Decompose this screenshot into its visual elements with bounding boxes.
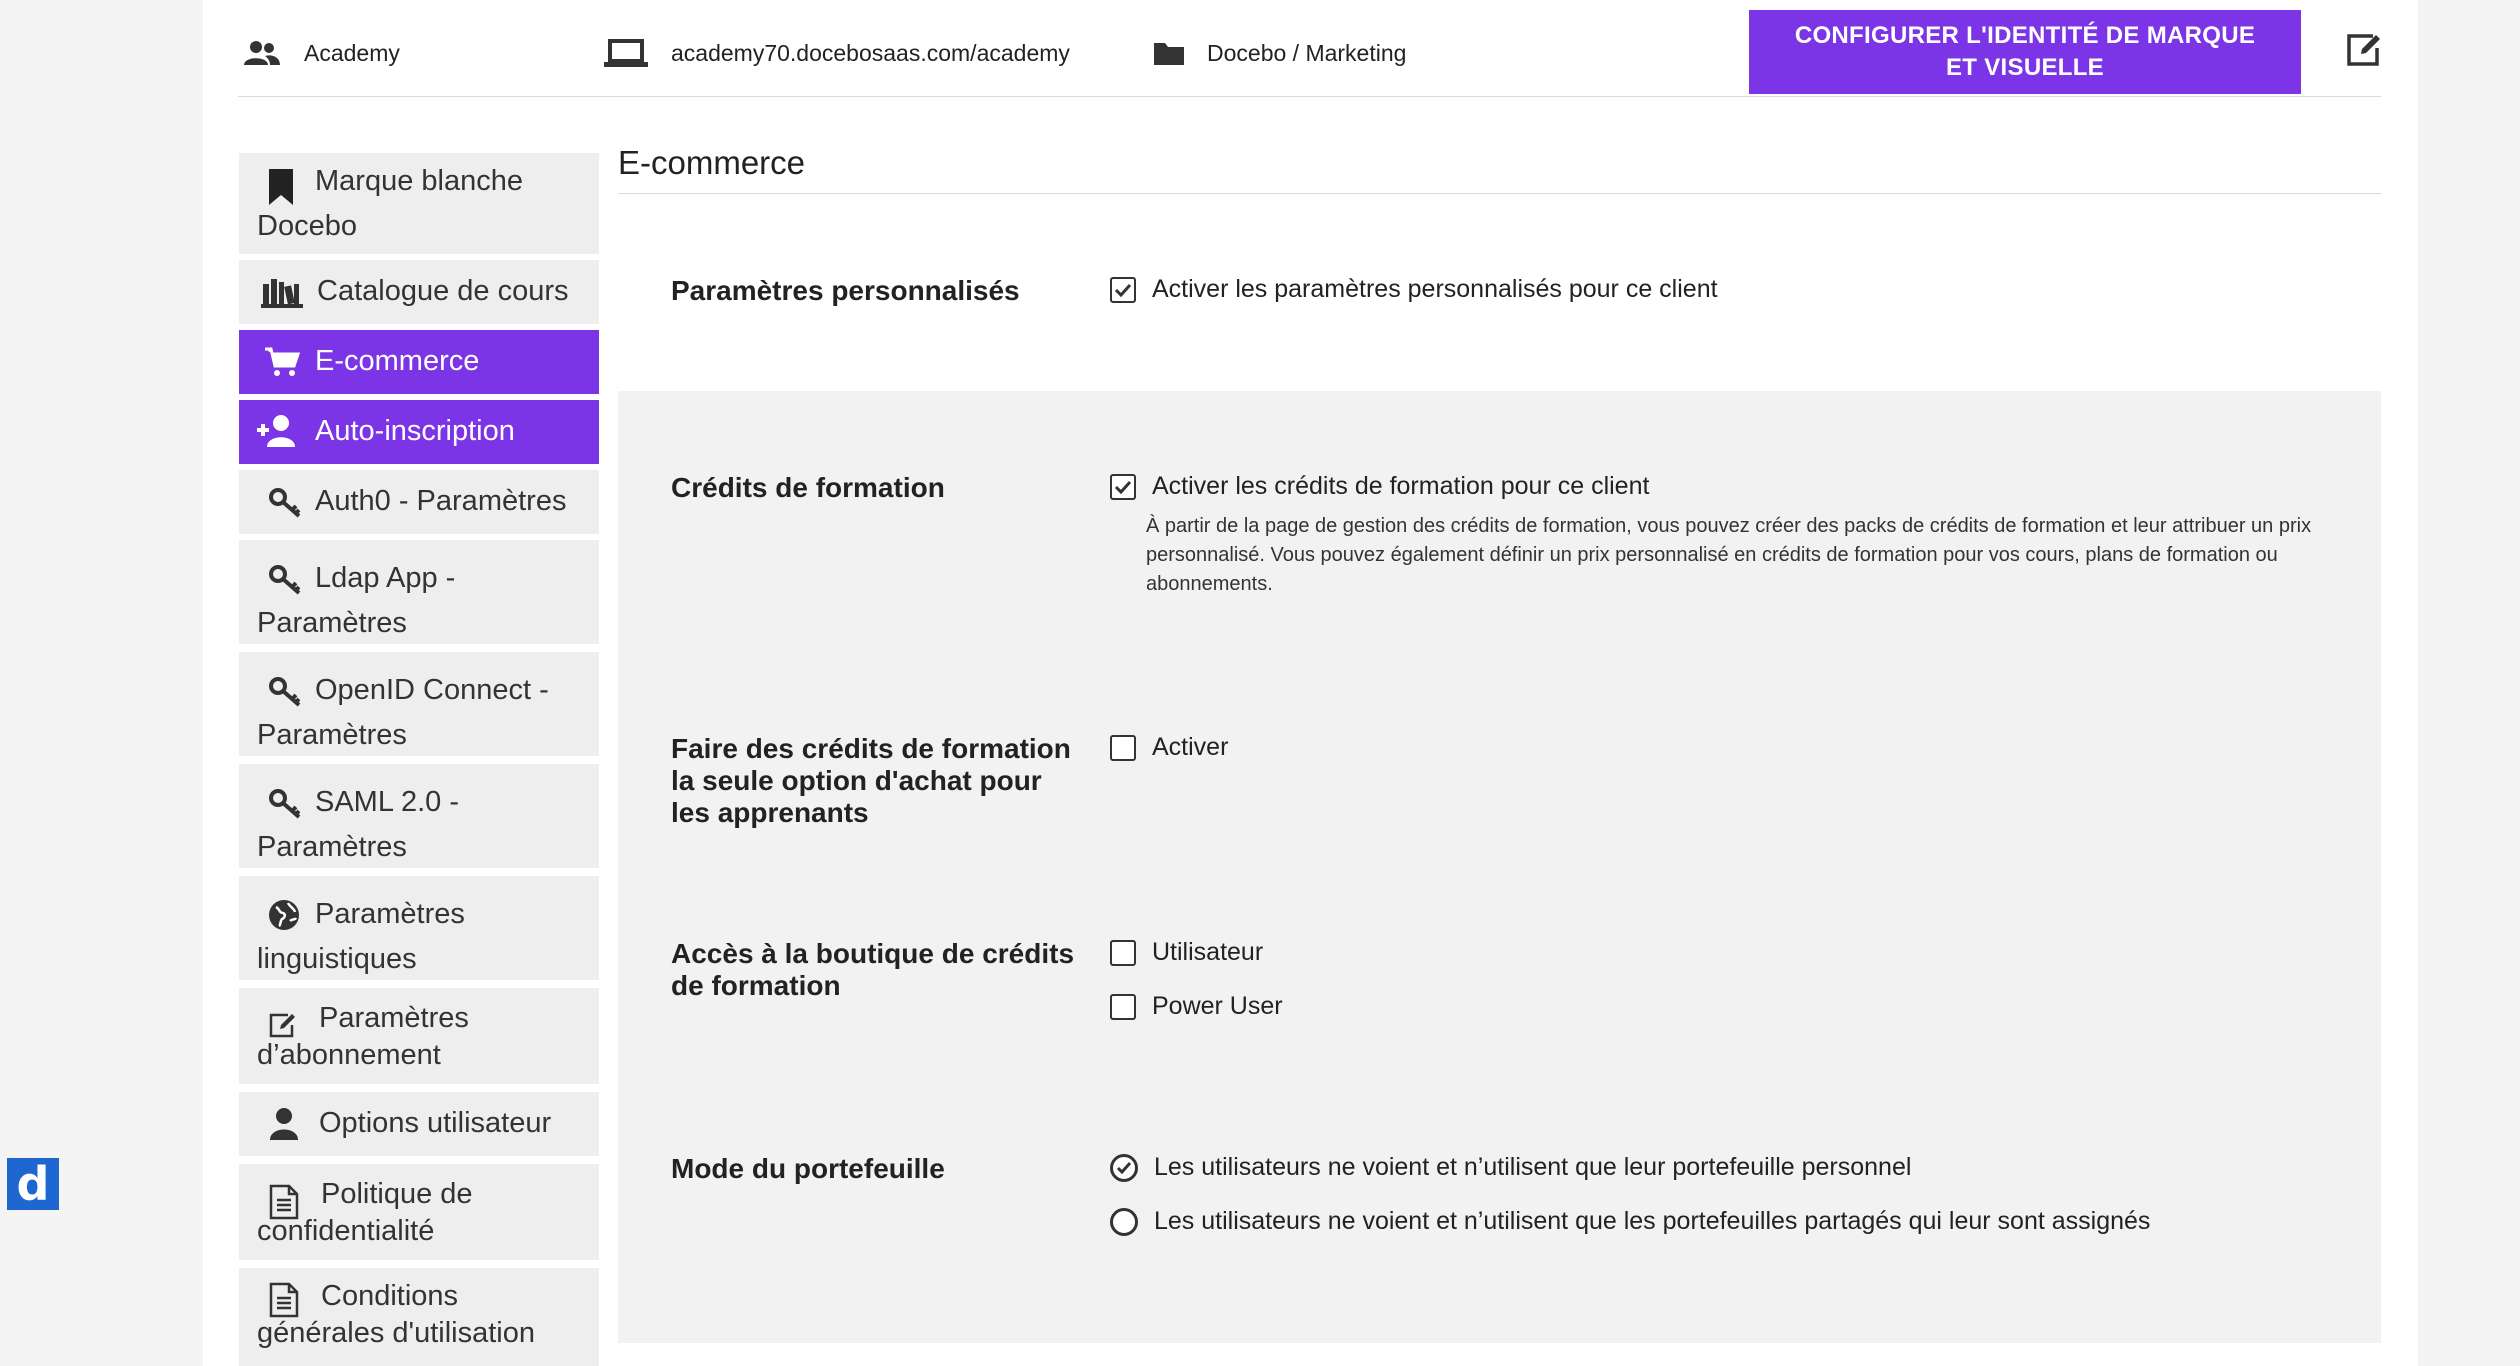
checkbox-checked[interactable] bbox=[1110, 277, 1136, 303]
sidebar-item-label: Politique de confidentialité bbox=[257, 1178, 473, 1247]
sidebar-item-openid[interactable] bbox=[239, 652, 599, 756]
training-credits-description: À partir de la page de gestion des crédits de formation, vous pouvez créer des packs de crédits de formation et leur attribuer un prix personnalisé. Vous pouvez également définir un prix personnalisé en crédits de formation pour vos cours, plans de formation ou abonnements. bbox=[1146, 515, 2312, 595]
sidebar-item-self-registration[interactable] bbox=[239, 400, 599, 464]
page-title: E-commerce bbox=[618, 144, 806, 181]
radio-unselected[interactable] bbox=[1110, 1208, 1138, 1236]
training-credits-checkbox[interactable] bbox=[1110, 472, 1649, 501]
account-name: Academy bbox=[304, 39, 400, 66]
wallet-mode-personal-radio[interactable] bbox=[1110, 1153, 1911, 1182]
custom-settings-label: Paramètres personnalisés bbox=[671, 275, 1020, 306]
sidebar-item-language[interactable] bbox=[239, 876, 599, 980]
sidebar-item-auth0[interactable] bbox=[239, 470, 599, 534]
edit-icon bbox=[2343, 30, 2383, 70]
sidebar-item-label: Ldap App - Paramètres bbox=[257, 562, 456, 639]
custom-settings-checkbox[interactable] bbox=[1110, 275, 1718, 304]
platform-url: academy70.docebosaas.com/academy bbox=[671, 39, 1070, 66]
sidebar-item-label: Catalogue de cours bbox=[317, 275, 569, 307]
shop-access-label: Accès à la boutique de crédits de formation bbox=[671, 938, 1075, 1001]
account-info bbox=[242, 10, 400, 96]
radio-selected[interactable] bbox=[1110, 1154, 1138, 1182]
sidebar-item-label: OpenID Connect - Paramètres bbox=[257, 674, 549, 751]
checkbox-unchecked[interactable] bbox=[1110, 735, 1136, 761]
wallet-mode-label: Mode du portefeuille bbox=[671, 1153, 945, 1184]
title-divider bbox=[618, 193, 2381, 194]
url-info bbox=[603, 10, 1070, 96]
sidebar-item-label: Conditions générales d'utilisation bbox=[257, 1280, 535, 1349]
sidebar-item-privacy[interactable] bbox=[239, 1164, 599, 1260]
sidebar-item-label: Options utilisateur bbox=[319, 1107, 552, 1139]
sidebar-item-terms[interactable] bbox=[239, 1268, 599, 1366]
sidebar-item-user-options[interactable] bbox=[239, 1092, 599, 1156]
only-option-checkbox[interactable] bbox=[1110, 733, 1228, 762]
folder-info bbox=[1153, 10, 1406, 96]
laptop-icon bbox=[603, 38, 649, 68]
checkbox-unchecked[interactable] bbox=[1110, 994, 1136, 1020]
check-icon bbox=[1117, 1162, 1131, 1174]
docebo-logo: d bbox=[7, 1158, 59, 1210]
checkbox-label: Activer bbox=[1152, 733, 1229, 761]
users-icon bbox=[242, 39, 282, 67]
sidebar-item-ldap[interactable] bbox=[239, 540, 599, 644]
configure-branding-label: CONFIGURER L'IDENTITÉ DE MARQUE ET VISUELLE bbox=[1794, 22, 2256, 81]
edit-icon-button[interactable] bbox=[2343, 30, 2383, 70]
sidebar-item-label: Auth0 - Paramètres bbox=[315, 485, 567, 517]
sidebar-item-label: Marque blanche Docebo bbox=[257, 165, 523, 242]
sidebar-item-ecommerce[interactable] bbox=[239, 330, 599, 394]
sidebar-item-label: Paramètres linguistiques bbox=[257, 898, 465, 975]
checkbox-label: Activer les crédits de formation pour ce client bbox=[1152, 472, 1650, 500]
check-icon bbox=[1114, 480, 1132, 494]
sidebar-item-label: SAML 2.0 - Paramètres bbox=[257, 786, 459, 863]
sidebar-item-white-label[interactable] bbox=[239, 153, 599, 254]
sidebar-item-subscription[interactable] bbox=[239, 988, 599, 1084]
checkbox-unchecked[interactable] bbox=[1110, 940, 1136, 966]
checkbox-label: Utilisateur bbox=[1152, 938, 1264, 966]
folder-icon bbox=[1153, 40, 1185, 66]
radio-label: Les utilisateurs ne voient et n’utilisent que les portefeuilles partagés qui leur sont assignés bbox=[1154, 1207, 2151, 1235]
check-icon bbox=[1114, 283, 1132, 297]
configure-branding-button[interactable] bbox=[1749, 10, 2301, 94]
checkbox-label: Power User bbox=[1152, 992, 1283, 1020]
sidebar-item-saml[interactable] bbox=[239, 764, 599, 868]
checkbox-label: Activer les paramètres personnalisés pour ce client bbox=[1152, 275, 1718, 303]
sidebar-item-catalog[interactable] bbox=[239, 260, 599, 324]
training-credits-label: Crédits de formation bbox=[671, 472, 945, 503]
sidebar-item-label: Paramètres d’abonnement bbox=[257, 1002, 469, 1071]
checkbox-checked[interactable] bbox=[1110, 474, 1136, 500]
shop-access-user-checkbox[interactable] bbox=[1110, 938, 1263, 967]
folder-path: Docebo / Marketing bbox=[1207, 39, 1407, 66]
only-option-label: Faire des crédits de formation la seule option d'achat pour les apprenants bbox=[671, 733, 1071, 828]
radio-label: Les utilisateurs ne voient et n’utilisent que leur portefeuille personnel bbox=[1154, 1153, 1912, 1181]
shop-access-power-user-checkbox[interactable] bbox=[1110, 992, 1283, 1021]
wallet-mode-shared-radio[interactable] bbox=[1110, 1207, 2150, 1236]
sidebar-item-label: Auto-inscription bbox=[315, 415, 515, 447]
sidebar-item-label: E-commerce bbox=[315, 345, 480, 377]
